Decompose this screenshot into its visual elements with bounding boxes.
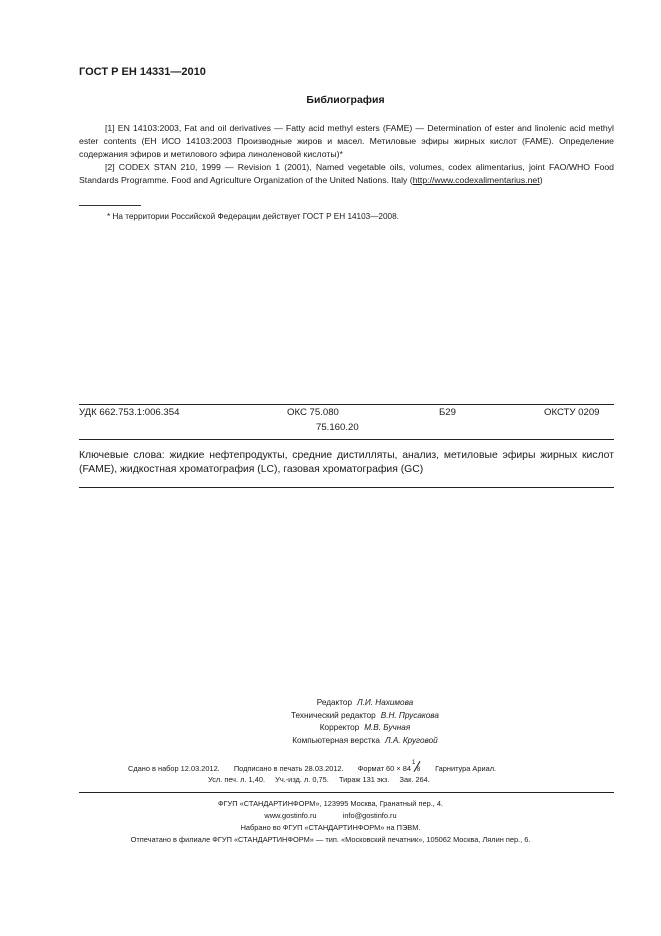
typeface: Гарнитура Ариал. (435, 764, 497, 773)
credit-layout (200, 735, 530, 748)
order-number: Зак. 264. (399, 775, 430, 784)
publisher-sheets: Уч.-изд. л. 0,75. (275, 775, 329, 784)
publishing-line-1 (128, 761, 496, 773)
bibliography-title: Библиография (306, 94, 385, 106)
reference-2 (79, 161, 614, 187)
okstu-code: ОКСТУ 0209 (544, 407, 600, 418)
print-run: Тираж 131 экз. (338, 775, 390, 784)
reference-1: [1] EN 14103:2003, Fat and oil derivatives — Fatty acid methyl esters (FAME) — Determination of ester and linolenic acid methyl ester contents (ЕН ИСО 14103:2003 Производные жиров и масел. Метиловые эфиры жирных кислот (FAME). Определение содержания эфиров и метилового эфира линоленовой кислоты)* (79, 123, 614, 159)
format-fraction (411, 761, 423, 773)
credit-proofreader (200, 722, 530, 735)
imprint-org: ФГУП «СТАНДАРТИНФОРМ», 123995 Москва, Гранатный пер., 4. (217, 799, 444, 808)
bibliography-list (79, 122, 614, 187)
oks-code: ОКС 75.080 (287, 407, 339, 418)
format-label: Формат 60 (357, 764, 395, 773)
classification-top-rule (79, 404, 614, 405)
imprint-email[interactable]: info@gostinfo.ru (342, 811, 397, 820)
credit-editor (200, 697, 530, 710)
credit-role: Технический редактор (291, 710, 376, 720)
imprint-website[interactable]: www.gostinfo.ru (264, 811, 317, 820)
print-sheets: Усл. печ. л. 1,40. (208, 775, 265, 784)
credit-name: Л.И. Нахимова (357, 698, 414, 707)
fraction-denominator: 8 (416, 767, 421, 773)
footnote-divider (79, 205, 141, 206)
credit-role: Корректор (319, 723, 360, 732)
publishing-line-2 (208, 775, 430, 784)
fraction-numerator: 1 (411, 760, 416, 766)
imprint-printed: Отпечатано в филиале ФГУП «СТАНДАРТИНФОРМ» — тип. «Московский печатник», 105062 Москва, Лялин пер., 6. (130, 835, 531, 844)
group-code: Б29 (439, 407, 456, 418)
credits (200, 697, 530, 747)
oks-code-2: 75.160.20 (316, 422, 359, 433)
footnote: * На территории Российской Федерации действует ГОСТ Р ЕН 14103—2008. (107, 212, 399, 221)
format-84: 84 (402, 764, 411, 773)
imprint-typeset: Набрано во ФГУП «СТАНДАРТИНФОРМ» на ПЭВМ. (240, 823, 421, 832)
credit-name: М.В. Бучная (364, 723, 411, 732)
credit-name: Л.А. Круговой (384, 735, 438, 745)
signed-date: Подписано в печать 28.03.2012. (233, 764, 344, 773)
credit-name: В.Н. Прусакова (380, 710, 439, 720)
credit-role: Компьютерная верстка (292, 735, 380, 745)
reference-2-text: [2] CODEX STAN 210, 1999 — Revision 1 (2001), Named vegetable oils, volumes, codex alimentarius, joint FAO/WHO Food Standards Programme. Food and Agriculture Organization of the United Nations. Italy ( (79, 162, 614, 185)
credit-role: Редактор (316, 698, 352, 707)
classification-bottom-rule (79, 439, 614, 440)
submitted-date: Сдано в набор 12.03.2012. (128, 764, 220, 773)
udk-code: УДК 662.753.1:006.354 (79, 407, 180, 418)
reference-2-end: ) (539, 175, 543, 185)
imprint-rule (79, 792, 614, 793)
credit-tech-editor (200, 710, 530, 723)
imprint-contacts (0, 811, 661, 820)
format-times: × (396, 764, 401, 773)
keywords: Ключевые слова: жидкие нефтепродукты, средние дистилляты, анализ, метиловые эфиры жирных кислот (FAME), жидкостная хроматография (LC), газовая хроматография (GC) (79, 450, 614, 475)
codex-link[interactable]: http://www.codexalimentarius.net (412, 175, 540, 185)
keywords-rule (79, 487, 614, 488)
standard-code: ГОСТ Р ЕН 14331—2010 (79, 66, 206, 78)
